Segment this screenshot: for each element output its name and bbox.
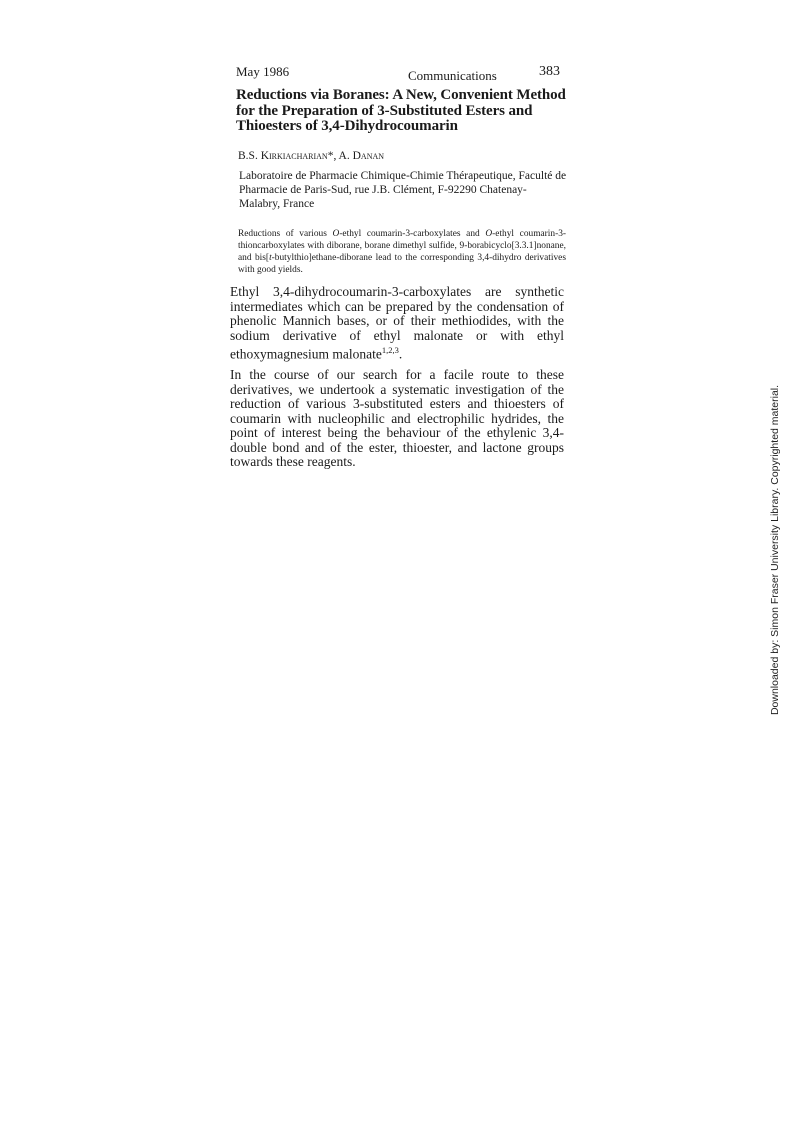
abstract-text-1: Reductions of various [238, 229, 333, 239]
abstract-text-4: -butylthio]ethane-diborane lead to the corresponding 3,4-dihydro derivatives with good yields. [238, 253, 566, 275]
article-title: Reductions via Boranes: A New, Convenient Method for the Preparation of 3-Substituted Esters and Thioesters of 3,4-Dihydrocoumarin [236, 87, 566, 134]
journal-section: Communications [408, 68, 497, 83]
affiliation: Laboratoire de Pharmacie Chimique-Chimie Thérapeutique, Faculté de Pharmacie de Paris-Sud, rue J.B. Clément, F-92290 Chatenay-Malabry, France [239, 170, 567, 210]
author1-surname: Kirkiacharian [260, 150, 328, 162]
abstract-italic-o-2: O [485, 229, 493, 239]
abstract-italic-t: t [269, 253, 272, 263]
abstract [238, 228, 566, 276]
paragraph-1 [230, 285, 564, 362]
paragraph-2: In the course of our search for a facile route to these derivatives, we undertook a systematic investigation of the reduction of various 3-substituted esters and thioesters of coumarin with nucleophilic and electrophilic hydrides, the point of interest being the behaviour of the ethylenic 3,4-double bond and of the ester, thioester, and lactone groups towards these reagents. [230, 367, 564, 469]
download-watermark [765, 380, 785, 720]
reference-superscript: 1,2,3 [381, 345, 399, 355]
page-header [236, 64, 560, 82]
abstract-text-3: -ethyl coumarin-3-thioncarboxylates with diborane, borane dimethyl sulfide, 9-borabicyclo[3.3.1]nonane, and bis[ [238, 229, 567, 263]
paragraph-1-text: Ethyl 3,4-dihydrocoumarin-3-carboxylates are synthetic intermediates which can be prepared by the condensation of phenolic Mannich bases, or of their methiodides, with the sodium derivative of ethyl malonate or with ethyl ethoxymagnesium malonate [230, 284, 564, 362]
author-separator: *, A. [327, 150, 353, 162]
author1-initials: B.S. [238, 150, 261, 162]
author-line [238, 150, 568, 162]
page-number: 383 [539, 64, 560, 79]
abstract-italic-o-1: O [332, 229, 340, 239]
author2-surname: Danan [352, 150, 385, 162]
abstract-text-2: -ethyl coumarin-3-carboxylates and [339, 229, 486, 239]
download-watermark-text: Downloaded by: Simon Fraser University Library. Copyrighted material. [769, 384, 782, 716]
issue-date: May 1986 [236, 64, 290, 79]
paragraph-1-end: . [398, 346, 403, 362]
